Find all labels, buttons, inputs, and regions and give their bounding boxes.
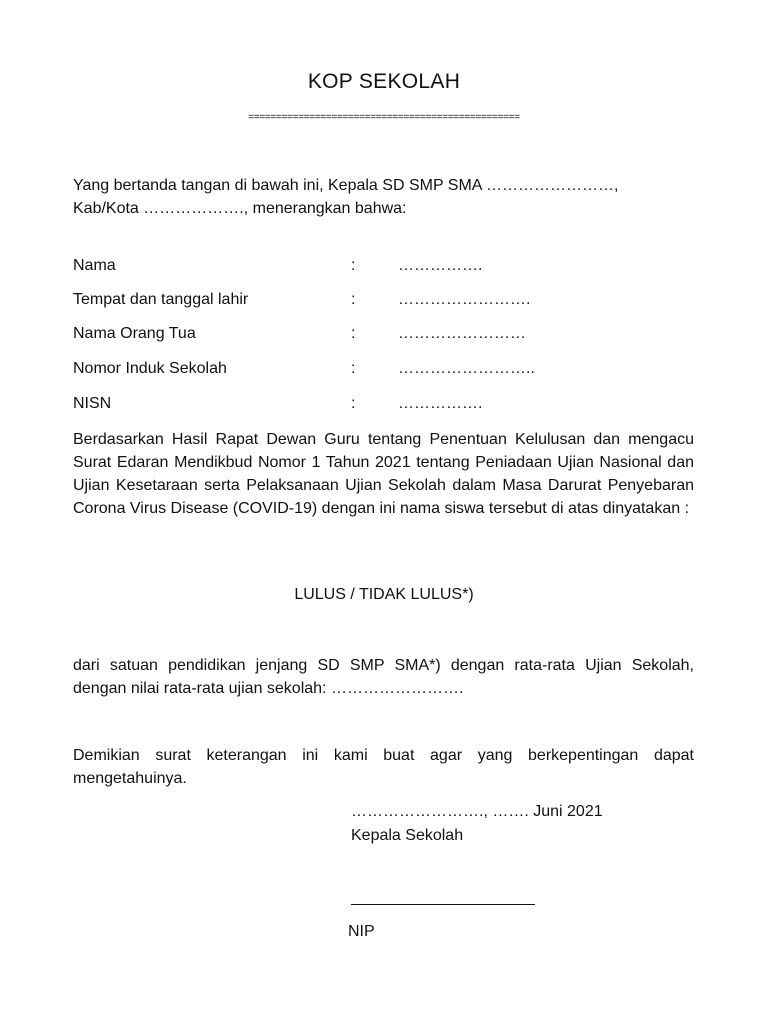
field-colon: :: [351, 291, 356, 308]
field-colon: :: [351, 395, 356, 412]
graduation-result: LULUS / TIDAK LULUS*): [294, 586, 474, 603]
field-value: ……………………: [398, 325, 526, 342]
intro-line-2: Kab/Kota ………………., menerangkan bahwa:: [73, 200, 407, 217]
field-row-nama-orang-tua: [73, 323, 694, 345]
field-row-tempat-tanggal-lahir: [73, 289, 694, 311]
signature-line: [351, 904, 535, 905]
letterhead-divider: =================================================: [248, 112, 520, 123]
field-label: Tempat dan tanggal lahir: [73, 291, 249, 308]
field-value: …………….: [398, 257, 483, 274]
field-label: Nama: [73, 257, 116, 274]
field-row-nisn: [73, 393, 694, 415]
closing-paragraph: Demikian surat keterangan ini kami buat agar yang berkepentingan dapat mengetahuinya.: [73, 747, 694, 787]
intro-paragraph: [73, 174, 694, 220]
field-row-nomor-induk: [73, 358, 694, 380]
field-value: ……………………..: [398, 360, 535, 377]
field-label: NISN: [73, 395, 112, 412]
field-colon: :: [351, 360, 356, 377]
signature-position: Kepala Sekolah: [351, 827, 464, 844]
field-value: …………….: [398, 395, 483, 412]
signature-place-date: ……………………., ……. Juni 2021: [351, 803, 603, 820]
intro-line-1: Yang bertanda tangan di bawah ini, Kepala SD SMP SMA ……………………,: [73, 177, 619, 194]
field-label: Nama Orang Tua: [73, 325, 196, 342]
field-colon: :: [351, 257, 356, 274]
education-paragraph: dari satuan pendidikan jenjang SD SMP SMA*) dengan rata-rata Ujian Sekolah, dengan nilai rata-rata ujian sekolah: …………………….: [73, 657, 694, 697]
field-row-nama: [73, 255, 694, 277]
field-label: Nomor Induk Sekolah: [73, 360, 227, 377]
field-value: …………………….: [398, 291, 531, 308]
basis-paragraph: Berdasarkan Hasil Rapat Dewan Guru tentang Penentuan Kelulusan dan mengacu Surat Edaran Mendikbud Nomor 1 Tahun 2021 tentang Peniadaan Ujian Nasional dan Ujian Kesetaraan serta Pelaksanaan Ujian Sekolah dalam Masa Darurat Penyebaran Corona Virus Disease (COVID-19) dengan ini nama siswa tersebut di atas dinyatakan :: [73, 431, 694, 517]
field-colon: :: [351, 325, 356, 342]
signature-nip-label: NIP: [348, 923, 375, 940]
letterhead-title: KOP SEKOLAH: [307, 70, 461, 93]
